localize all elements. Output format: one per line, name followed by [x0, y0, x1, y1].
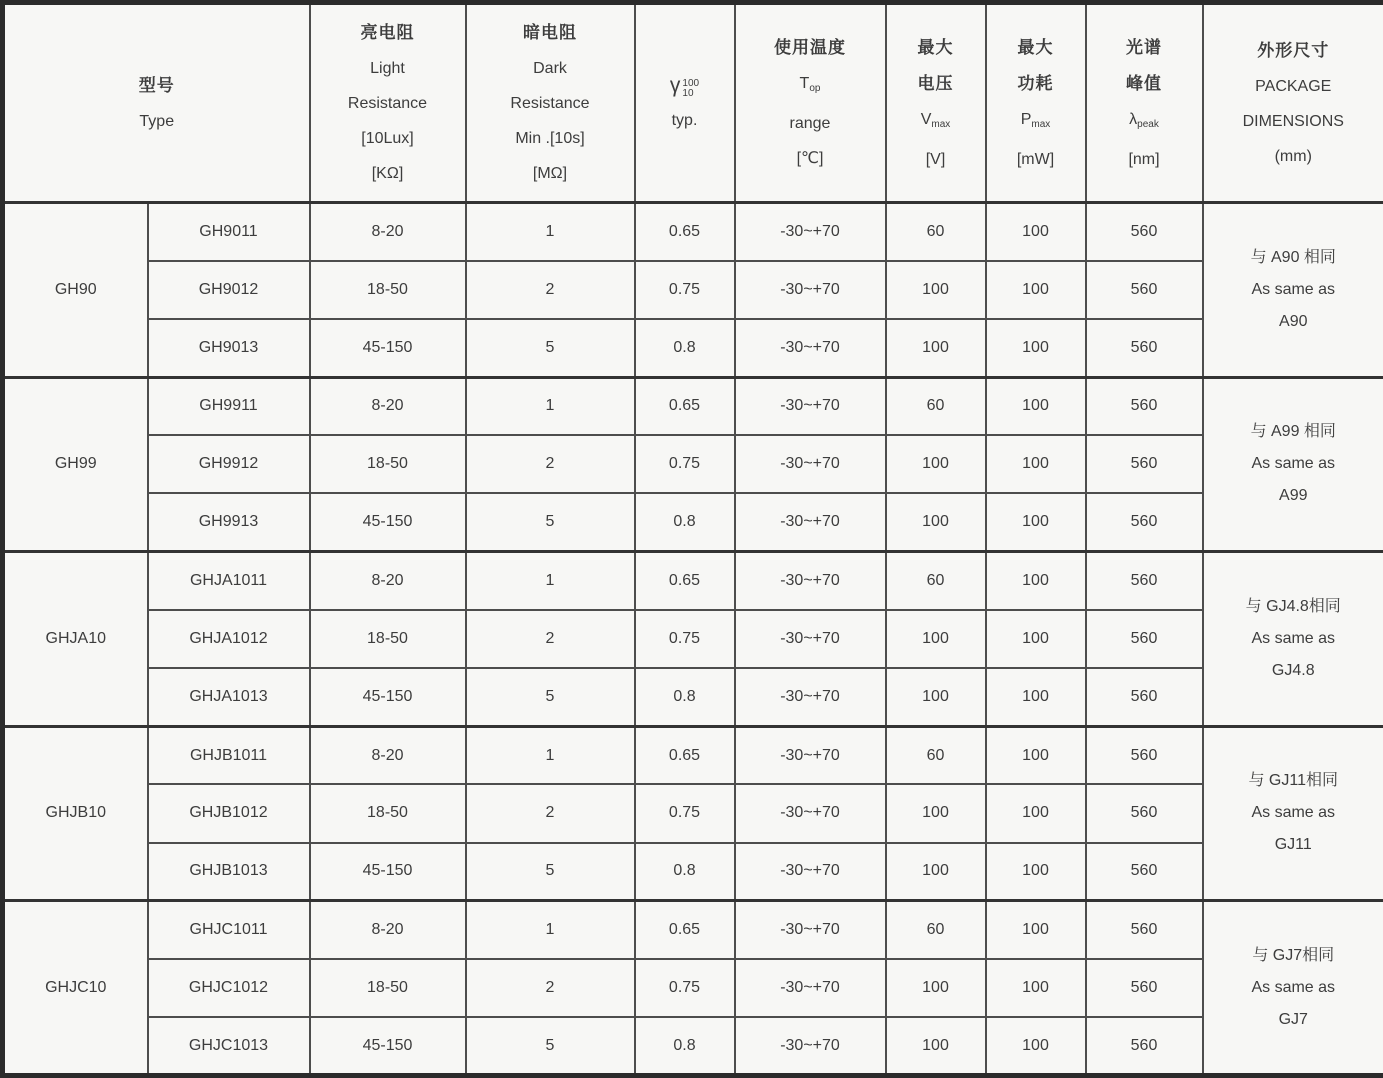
- light-resistance-cell: 18-50: [310, 784, 466, 842]
- dark-resistance-cell: 2: [466, 959, 635, 1017]
- temp-header-zh: 使用温度: [774, 38, 846, 57]
- pmax-header-zh: 最大: [1017, 37, 1054, 57]
- temp-range-cell: -30~+70: [735, 435, 886, 493]
- model-cell: GH9912: [148, 435, 310, 493]
- gamma-sub: 10: [682, 87, 694, 99]
- gamma-sup: 100: [682, 77, 700, 89]
- peak-wavelength-cell: 560: [1086, 668, 1203, 726]
- gamma-cell: 0.75: [635, 784, 735, 842]
- model-cell: GHJA1011: [148, 552, 310, 610]
- light-resistance-cell: 18-50: [310, 261, 466, 319]
- dark-resistance-cell: 1: [466, 203, 635, 261]
- dark-resistance-cell: 1: [466, 377, 635, 435]
- type-header-zh: 型号: [138, 75, 175, 95]
- model-cell: GHJB1013: [148, 843, 310, 901]
- vmax-cell: 100: [886, 784, 986, 842]
- vmax-symbol: [887, 102, 985, 142]
- package-header-unit: (mm): [1274, 147, 1312, 165]
- pmax-cell: 100: [986, 261, 1086, 319]
- gamma-cell: 0.8: [635, 668, 735, 726]
- pmax-cell: 100: [986, 668, 1086, 726]
- package-dimensions-line: 与 GJ4.8相同: [1245, 597, 1341, 615]
- package-dimensions-line: 与 GJ11相同: [1248, 772, 1338, 790]
- spec-row: [3, 668, 1383, 726]
- peak-wavelength-cell: 560: [1086, 319, 1203, 377]
- peak-symbol: [1087, 102, 1202, 142]
- dark-header-condition: Min .[10s]: [515, 130, 585, 147]
- pmax-cell: 100: [986, 726, 1086, 784]
- temp-range-cell: -30~+70: [735, 377, 886, 435]
- header-row: [3, 3, 1383, 203]
- light-resistance-cell: 45-150: [310, 493, 466, 551]
- temp-header-unit: [℃]: [796, 150, 824, 167]
- peak-wavelength-cell: 560: [1086, 377, 1203, 435]
- gamma-cell: 0.65: [635, 726, 735, 784]
- col-header-max-voltage: [886, 3, 986, 203]
- dark-resistance-cell: 5: [466, 668, 635, 726]
- vmax-cell: 100: [886, 1017, 986, 1075]
- pmax-symbol-sub: max: [1031, 118, 1051, 130]
- vmax-cell: 60: [886, 726, 986, 784]
- light-resistance-cell: 8-20: [310, 203, 466, 261]
- light-resistance-cell: 8-20: [310, 377, 466, 435]
- package-dimensions-line: 与 A99 相同: [1250, 423, 1336, 441]
- light-header-line: Light: [370, 60, 405, 77]
- peak-symbol-base: λ: [1129, 110, 1138, 128]
- package-dimensions-line: As same as: [1251, 978, 1336, 996]
- light-resistance-cell: 18-50: [310, 435, 466, 493]
- pmax-cell: 100: [986, 319, 1086, 377]
- vmax-cell: 60: [886, 552, 986, 610]
- vmax-cell: 100: [886, 319, 986, 377]
- light-header-zh: 亮电阻: [360, 23, 415, 42]
- package-dimensions-line: GJ4.8: [1271, 661, 1315, 679]
- peak-wavelength-cell: 560: [1086, 552, 1203, 610]
- dark-resistance-cell: 5: [466, 843, 635, 901]
- pmax-cell: 100: [986, 435, 1086, 493]
- dark-resistance-cell: 2: [466, 261, 635, 319]
- vmax-header-zh: 电压: [917, 73, 954, 93]
- pmax-cell: 100: [986, 610, 1086, 668]
- peak-symbol-sub: peak: [1137, 118, 1159, 130]
- peak-wavelength-cell: 560: [1086, 435, 1203, 493]
- pmax-cell: 100: [986, 901, 1086, 959]
- vmax-cell: 100: [886, 668, 986, 726]
- package-dimensions-cell: [1203, 377, 1383, 552]
- package-dimensions-line: As same as: [1251, 280, 1336, 298]
- dark-resistance-cell: 5: [466, 1017, 635, 1075]
- model-family-cell: GHJA10: [3, 552, 148, 727]
- col-header-package-dimensions: [1203, 3, 1383, 203]
- temp-range-cell: -30~+70: [735, 319, 886, 377]
- light-resistance-cell: 45-150: [310, 843, 466, 901]
- peak-wavelength-cell: 560: [1086, 843, 1203, 901]
- temp-range-cell: -30~+70: [735, 726, 886, 784]
- temp-symbol: [736, 66, 885, 106]
- temp-symbol-sub: op: [809, 83, 821, 94]
- dark-resistance-cell: 1: [466, 726, 635, 784]
- vmax-cell: 100: [886, 493, 986, 551]
- spec-row: [3, 726, 1383, 784]
- model-family-cell: GHJC10: [3, 901, 148, 1076]
- spec-row: [3, 784, 1383, 842]
- gamma-cell: 0.65: [635, 552, 735, 610]
- spec-row: [3, 610, 1383, 668]
- vmax-cell: 100: [886, 261, 986, 319]
- pmax-header-zh: 功耗: [1017, 73, 1054, 93]
- dark-header-zh: 暗电阻: [523, 23, 577, 42]
- package-dimensions-line: As same as: [1251, 629, 1336, 647]
- pmax-cell: 100: [986, 552, 1086, 610]
- spec-row: [3, 377, 1383, 435]
- peak-wavelength-cell: 560: [1086, 261, 1203, 319]
- model-cell: GHJC1013: [148, 1017, 310, 1075]
- dark-resistance-cell: 1: [466, 901, 635, 959]
- light-resistance-cell: 18-50: [310, 959, 466, 1017]
- temp-range-cell: -30~+70: [735, 261, 886, 319]
- model-cell: GH9911: [148, 377, 310, 435]
- pmax-symbol-base: P: [1020, 110, 1032, 128]
- light-header-unit: [KΩ]: [371, 165, 404, 182]
- model-cell: GHJB1011: [148, 726, 310, 784]
- pmax-cell: 100: [986, 493, 1086, 551]
- package-header-line: PACKAGE: [1255, 77, 1332, 95]
- temp-range-cell: -30~+70: [735, 959, 886, 1017]
- package-header-line: DIMENSIONS: [1242, 112, 1344, 130]
- gamma-cell: 0.8: [635, 493, 735, 551]
- dark-resistance-cell: 2: [466, 610, 635, 668]
- pmax-symbol: [987, 102, 1085, 142]
- vmax-cell: 100: [886, 610, 986, 668]
- pmax-cell: 100: [986, 959, 1086, 1017]
- package-dimensions-line: As same as: [1251, 455, 1336, 473]
- gamma-letter: γ: [669, 73, 681, 97]
- light-header-condition: [10Lux]: [361, 130, 414, 147]
- peak-wavelength-cell: 560: [1086, 610, 1203, 668]
- vmax-cell: 60: [886, 203, 986, 261]
- dark-resistance-cell: 2: [466, 784, 635, 842]
- spec-row: [3, 435, 1383, 493]
- temp-range-cell: -30~+70: [735, 552, 886, 610]
- package-dimensions-line: A99: [1279, 487, 1308, 505]
- col-header-type: [3, 3, 310, 203]
- model-cell: GHJC1011: [148, 901, 310, 959]
- peak-wavelength-cell: 560: [1086, 784, 1203, 842]
- col-header-temperature: [735, 3, 886, 203]
- pmax-cell: 100: [986, 203, 1086, 261]
- spec-row: [3, 843, 1383, 901]
- package-dimensions-line: As same as: [1251, 804, 1336, 822]
- spec-row: [3, 552, 1383, 610]
- gamma-cell: 0.8: [635, 1017, 735, 1075]
- temp-symbol-base: T: [799, 75, 810, 92]
- peak-wavelength-cell: 560: [1086, 901, 1203, 959]
- temp-range-cell: -30~+70: [735, 668, 886, 726]
- spec-row: [3, 319, 1383, 377]
- gamma-cell: 0.75: [635, 610, 735, 668]
- light-resistance-cell: 8-20: [310, 552, 466, 610]
- model-cell: GH9913: [148, 493, 310, 551]
- package-dimensions-cell: [1203, 726, 1383, 901]
- col-header-dark-resistance: [466, 3, 635, 203]
- gamma-cell: 0.8: [635, 843, 735, 901]
- vmax-cell: 100: [886, 959, 986, 1017]
- pmax-cell: 100: [986, 377, 1086, 435]
- gamma-typ-label: typ.: [671, 111, 698, 129]
- peak-wavelength-cell: 560: [1086, 959, 1203, 1017]
- temp-range-cell: -30~+70: [735, 784, 886, 842]
- dark-resistance-cell: 5: [466, 493, 635, 551]
- package-dimensions-line: 与 A90 相同: [1250, 248, 1336, 266]
- dark-header-unit: [MΩ]: [532, 165, 568, 182]
- package-dimensions-cell: [1203, 552, 1383, 727]
- dark-resistance-cell: 2: [466, 435, 635, 493]
- gamma-cell: 0.65: [635, 203, 735, 261]
- light-resistance-cell: 45-150: [310, 319, 466, 377]
- dark-header-line: Dark: [533, 60, 567, 77]
- spec-row: [3, 203, 1383, 261]
- model-cell: GHJB1012: [148, 784, 310, 842]
- gamma-cell: 0.75: [635, 959, 735, 1017]
- temp-range-cell: -30~+70: [735, 1017, 886, 1075]
- package-dimensions-line: GJ7: [1278, 1010, 1308, 1028]
- vmax-cell: 100: [886, 843, 986, 901]
- temp-range-cell: -30~+70: [735, 610, 886, 668]
- dark-resistance-cell: 1: [466, 552, 635, 610]
- temp-range-cell: -30~+70: [735, 493, 886, 551]
- model-cell: GH9011: [148, 203, 310, 261]
- gamma-cell: 0.8: [635, 319, 735, 377]
- vmax-header-unit: [V]: [925, 150, 946, 168]
- package-dimensions-line: 与 GJ7相同: [1252, 946, 1335, 964]
- model-cell: GH9013: [148, 319, 310, 377]
- vmax-cell: 100: [886, 435, 986, 493]
- peak-header-zh: 峰值: [1126, 73, 1162, 93]
- model-family-cell: GH99: [3, 377, 148, 552]
- vmax-cell: 60: [886, 377, 986, 435]
- package-dimensions-cell: [1203, 203, 1383, 378]
- vmax-symbol-base: V: [920, 110, 932, 128]
- model-cell: GHJC1012: [148, 959, 310, 1017]
- model-cell: GH9012: [148, 261, 310, 319]
- peak-wavelength-cell: 560: [1086, 203, 1203, 261]
- package-dimensions-line: A90: [1279, 312, 1308, 330]
- light-resistance-cell: 18-50: [310, 610, 466, 668]
- col-header-gamma: [635, 3, 735, 203]
- gamma-cell: 0.75: [635, 261, 735, 319]
- col-header-light-resistance: [310, 3, 466, 203]
- light-resistance-cell: 8-20: [310, 726, 466, 784]
- peak-wavelength-cell: 560: [1086, 1017, 1203, 1075]
- model-family-cell: GHJB10: [3, 726, 148, 901]
- model-cell: GHJA1012: [148, 610, 310, 668]
- pmax-cell: 100: [986, 1017, 1086, 1075]
- gamma-cell: 0.65: [635, 377, 735, 435]
- spec-row: [3, 1017, 1383, 1075]
- peak-header-unit: [nm]: [1128, 150, 1160, 168]
- light-header-line: Resistance: [347, 95, 428, 112]
- temp-range-cell: -30~+70: [735, 901, 886, 959]
- col-header-max-power: [986, 3, 1086, 203]
- spec-row: [3, 959, 1383, 1017]
- spec-row: [3, 901, 1383, 959]
- type-header-en: Type: [139, 112, 175, 130]
- spec-row: [3, 261, 1383, 319]
- temp-range-cell: -30~+70: [735, 843, 886, 901]
- vmax-cell: 60: [886, 901, 986, 959]
- light-resistance-cell: 8-20: [310, 901, 466, 959]
- model-cell: GHJA1013: [148, 668, 310, 726]
- model-family-cell: GH90: [3, 203, 148, 378]
- pmax-cell: 100: [986, 843, 1086, 901]
- temp-header-range: range: [789, 115, 831, 132]
- gamma-cell: 0.65: [635, 901, 735, 959]
- light-resistance-cell: 45-150: [310, 1017, 466, 1075]
- spec-table-body: [3, 203, 1383, 1076]
- package-dimensions-cell: [1203, 901, 1383, 1076]
- peak-wavelength-cell: 560: [1086, 493, 1203, 551]
- vmax-symbol-sub: max: [931, 118, 951, 130]
- package-dimensions-line: GJ11: [1274, 836, 1312, 854]
- vmax-header-zh: 最大: [917, 37, 954, 57]
- peak-wavelength-cell: 560: [1086, 726, 1203, 784]
- gamma-cell: 0.75: [635, 435, 735, 493]
- dark-header-line: Resistance: [510, 95, 590, 112]
- light-resistance-cell: 45-150: [310, 668, 466, 726]
- gamma-symbol: [636, 69, 734, 103]
- spec-row: [3, 493, 1383, 551]
- temp-range-cell: -30~+70: [735, 203, 886, 261]
- dark-resistance-cell: 5: [466, 319, 635, 377]
- peak-header-zh: 光谱: [1126, 37, 1162, 57]
- pmax-header-unit: [mW]: [1016, 150, 1055, 168]
- pmax-cell: 100: [986, 784, 1086, 842]
- col-header-spectral-peak: [1086, 3, 1203, 203]
- package-header-zh: 外形尺寸: [1257, 40, 1330, 60]
